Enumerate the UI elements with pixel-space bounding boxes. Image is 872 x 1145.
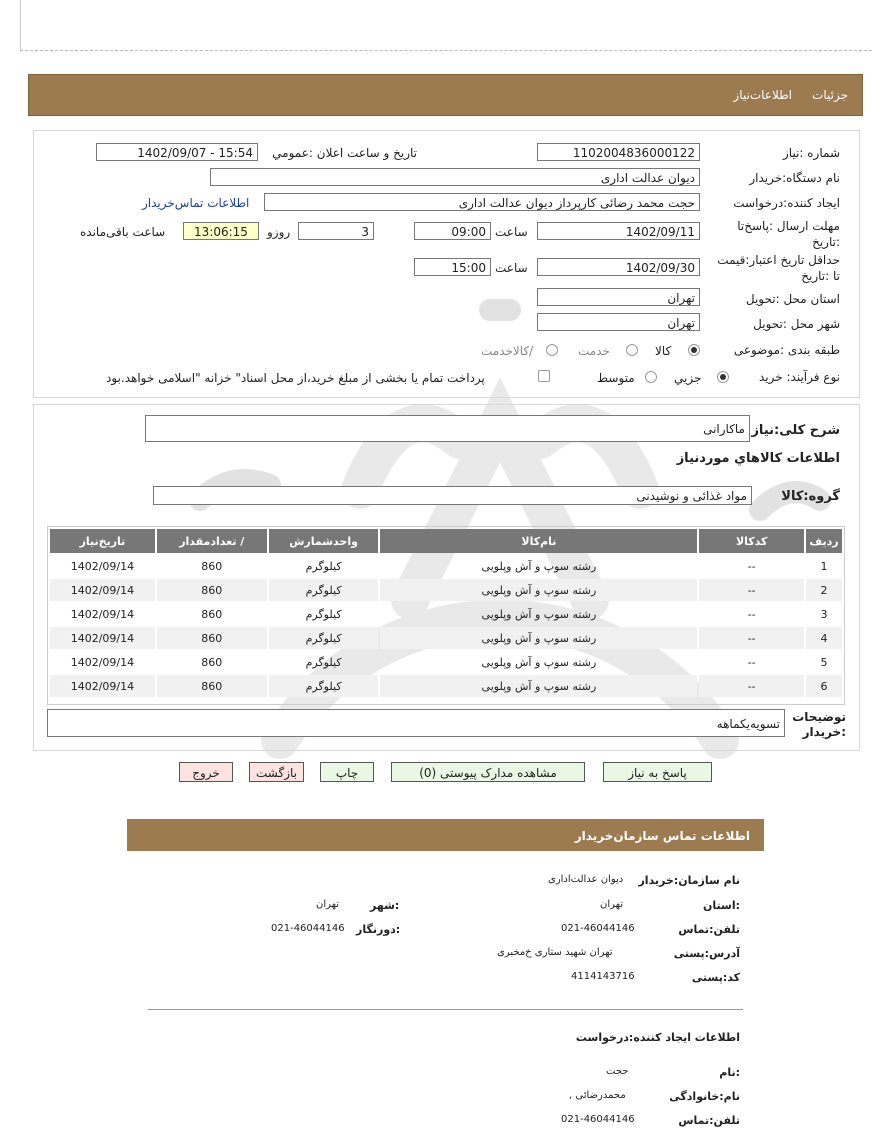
contact-city-value: تهران <box>316 899 340 910</box>
table-header-row <box>50 529 842 553</box>
group-field[interactable]: مواد غذائی و نوشیدنی <box>153 486 752 505</box>
cell-index: 4 <box>806 627 842 649</box>
need-number-field[interactable]: 1102004836000122 <box>537 143 700 161</box>
treasury-payment-note: پرداخت تمام یا بخشی از مبلغ خرید،از محل اسناد" خزانه "اسلامی خواهد.بود <box>106 371 485 385</box>
cell-name: رشته سوپ و آش وپلویی <box>380 627 697 649</box>
deadline-date-field[interactable]: 1402/09/11 <box>537 222 700 240</box>
buyer-org-label: نام دستگاه:خریدار <box>749 171 840 185</box>
process-medium-label: متوسط <box>597 371 635 385</box>
exit-button[interactable]: خروج <box>179 762 233 782</box>
city-label: شهر محل :تحویل <box>753 317 840 331</box>
table-row[interactable] <box>50 603 842 625</box>
cell-unit: کیلوگرم <box>269 675 379 697</box>
col-header-qty: / تعدادمقدار <box>157 529 267 553</box>
days-label: روزو <box>267 225 291 239</box>
cell-date: 1402/09/14 <box>50 579 155 601</box>
cell-qty: 860 <box>201 655 223 669</box>
col-header-code: کدکالا <box>699 529 804 553</box>
table-row[interactable] <box>50 675 842 697</box>
cell-name: رشته سوپ و آش وپلویی <box>481 655 597 669</box>
tab-need-info[interactable]: اطلاعات‌نیاز <box>733 88 792 102</box>
cell-index: 6 <box>806 675 842 697</box>
contact-province-label: :استان <box>703 899 740 912</box>
contact-org-value: دیوان عدالت‌اداری <box>548 874 624 885</box>
description-label: شرح کلی:نیاز <box>751 423 840 438</box>
col-header-index: ردیف <box>806 529 842 553</box>
days-field[interactable]: 3 <box>298 222 374 240</box>
category-mixed-radio[interactable] <box>546 344 558 356</box>
validity-time-field[interactable]: 15:00 <box>414 258 491 276</box>
creator-family-label: نام:خانوادگی <box>669 1090 740 1103</box>
buyer-contact-link[interactable]: اطلاعات تماس‌خریدار <box>142 196 250 210</box>
cell-qty: 860 <box>201 607 223 621</box>
contact-province-value: تهران <box>600 899 624 910</box>
header-bar <box>28 74 863 116</box>
reply-button[interactable]: پاسخ به نیاز <box>603 762 712 782</box>
cell-unit: کیلوگرم <box>269 627 379 649</box>
cell-code: -- <box>747 559 756 573</box>
table-row[interactable] <box>50 555 842 577</box>
contact-divider <box>148 1009 743 1010</box>
cell-qty: 860 <box>157 675 267 697</box>
view-documents-button[interactable]: مشاهده مدارک پیوستی (0) <box>391 762 585 782</box>
cell-date: 1402/09/14 <box>50 675 155 697</box>
cell-code: -- <box>699 579 804 601</box>
category-label: طبقه بندی :موضوعی <box>733 343 840 357</box>
cell-code: -- <box>747 655 756 669</box>
table-row[interactable] <box>50 627 842 649</box>
contact-org-label: نام سازمان:خریدار <box>638 874 740 887</box>
cell-index: 5 <box>820 655 828 669</box>
cell-index: 1 <box>820 559 828 573</box>
city-field[interactable]: تهران <box>537 313 700 331</box>
cell-name: رشته سوپ و آش وپلویی <box>380 579 697 601</box>
deadline-time-field[interactable]: 09:00 <box>414 222 491 240</box>
tab-details[interactable]: جزئیات <box>812 88 848 102</box>
group-label: گروه:کالا <box>781 489 840 504</box>
cell-code: -- <box>699 675 804 697</box>
cell-code: -- <box>747 607 756 621</box>
category-service-label: خدمت <box>578 344 610 358</box>
creator-name-value: حجت <box>606 1066 629 1077</box>
process-medium-radio[interactable] <box>645 371 657 383</box>
process-small-label: جزیي <box>674 371 702 385</box>
print-button[interactable]: چاپ <box>320 762 374 782</box>
creator-family-value: محمدرضائی , <box>569 1090 626 1101</box>
top-divider <box>20 50 872 51</box>
creator-phone-label: تلفن:تماس <box>678 1114 740 1127</box>
province-field[interactable]: تهران <box>537 288 700 306</box>
cell-unit: کیلوگرم <box>305 655 342 669</box>
cell-index: 3 <box>820 607 828 621</box>
table-row[interactable] <box>50 579 842 601</box>
category-goods-radio[interactable] <box>688 344 700 356</box>
cell-code: -- <box>699 627 804 649</box>
col-header-name: نام‌کالا <box>380 529 697 553</box>
validity-time-label: ساعت <box>495 261 528 275</box>
process-small-radio[interactable] <box>717 371 729 383</box>
deadline-time-label: ساعت <box>495 225 528 239</box>
left-divider <box>20 0 21 52</box>
buyer-org-field[interactable]: دیوان عدالت اداری <box>210 168 700 186</box>
treasury-payment-checkbox[interactable] <box>538 370 550 382</box>
back-button[interactable]: بازگشت <box>249 762 304 782</box>
cell-date: 1402/09/14 <box>50 627 155 649</box>
creator-field[interactable]: حجت محمد رضائی کارپرداز دیوان عدالت اداری <box>264 193 700 211</box>
contact-fax-label: :دورنگار <box>356 923 401 936</box>
deadline-label: مهلت ارسال :پاسخ‌تا :تاریخ <box>737 219 840 249</box>
cell-date: 1402/09/14 <box>70 559 135 573</box>
category-mixed-label: /کالاخدمت <box>481 344 534 358</box>
creator-name-label: :نام <box>719 1066 740 1079</box>
buyer-notes-label: توضیحات :خریدار <box>792 710 846 739</box>
category-service-radio[interactable] <box>626 344 638 356</box>
announce-field[interactable]: 1402/09/07 - 15:54 <box>96 143 258 161</box>
goods-section-title: اطلاعات کالاهاي موردنیاز <box>676 451 840 466</box>
remaining-label: ساعت باقی‌مانده <box>80 225 166 239</box>
cell-unit: کیلوگرم <box>305 607 342 621</box>
contact-phone-value: 021-46044146 <box>561 923 635 934</box>
items-table <box>48 527 844 699</box>
items-table-wrapper <box>47 526 845 705</box>
description-field[interactable]: ماکارانی <box>145 415 750 442</box>
cell-qty: 860 <box>157 627 267 649</box>
contact-fax-value: 021-46044146 <box>271 923 345 934</box>
validity-date-field[interactable]: 1402/09/30 <box>537 258 700 276</box>
contact-address-label: آدرس:پستی <box>673 947 740 960</box>
col-header-date: تاریخ‌نیاز <box>50 529 155 553</box>
cell-qty: 860 <box>157 579 267 601</box>
creator-info-title: اطلاعات ایجاد کننده:درخواست <box>575 1031 740 1044</box>
need-number-label: شماره :نیاز <box>783 146 840 160</box>
creator-label: ایجاد کننده:درخواست <box>733 196 840 210</box>
buyer-notes-field[interactable]: تسویه‌یکماهه <box>47 709 785 737</box>
cell-qty: 860 <box>201 559 223 573</box>
contact-header-bar <box>127 819 764 851</box>
category-goods-label: کالا <box>655 344 672 358</box>
remaining-time-field: 13:06:15 <box>183 222 259 240</box>
min-validity-label: حداقل تاریخ اعتبار:قیمت تا :تاریخ <box>717 253 840 283</box>
announce-label: تاریخ و ساعت اعلان :عمومي <box>272 146 417 160</box>
process-label: نوع فرآیند: خرید <box>759 370 840 384</box>
cell-name: رشته سوپ و آش وپلویی <box>380 675 697 697</box>
cell-unit: کیلوگرم <box>305 559 342 573</box>
table-row[interactable] <box>50 651 842 673</box>
contact-title: اطلاعات تماس سازمان‌خریدار <box>574 829 750 843</box>
contact-city-label: :شهر <box>370 899 400 912</box>
cell-unit: کیلوگرم <box>269 579 379 601</box>
cell-date: 1402/09/14 <box>70 655 135 669</box>
cell-name: رشته سوپ و آش وپلویی <box>481 607 597 621</box>
contact-postal-value: 4114143716 <box>571 971 635 982</box>
col-header-unit: واحدشمارش <box>269 529 379 553</box>
cell-name: رشته سوپ و آش وپلویی <box>481 559 597 573</box>
province-label: استان محل :تحویل <box>745 292 840 306</box>
cell-date: 1402/09/14 <box>70 607 135 621</box>
creator-phone-value: 021-46044146 <box>561 1114 635 1125</box>
contact-phone-label: تلفن:تماس <box>678 923 740 936</box>
cell-index: 2 <box>806 579 842 601</box>
contact-address-value: تهران شهید ستاری خ‌مخبری <box>497 947 613 958</box>
contact-postal-label: کد:پستی <box>691 971 740 984</box>
